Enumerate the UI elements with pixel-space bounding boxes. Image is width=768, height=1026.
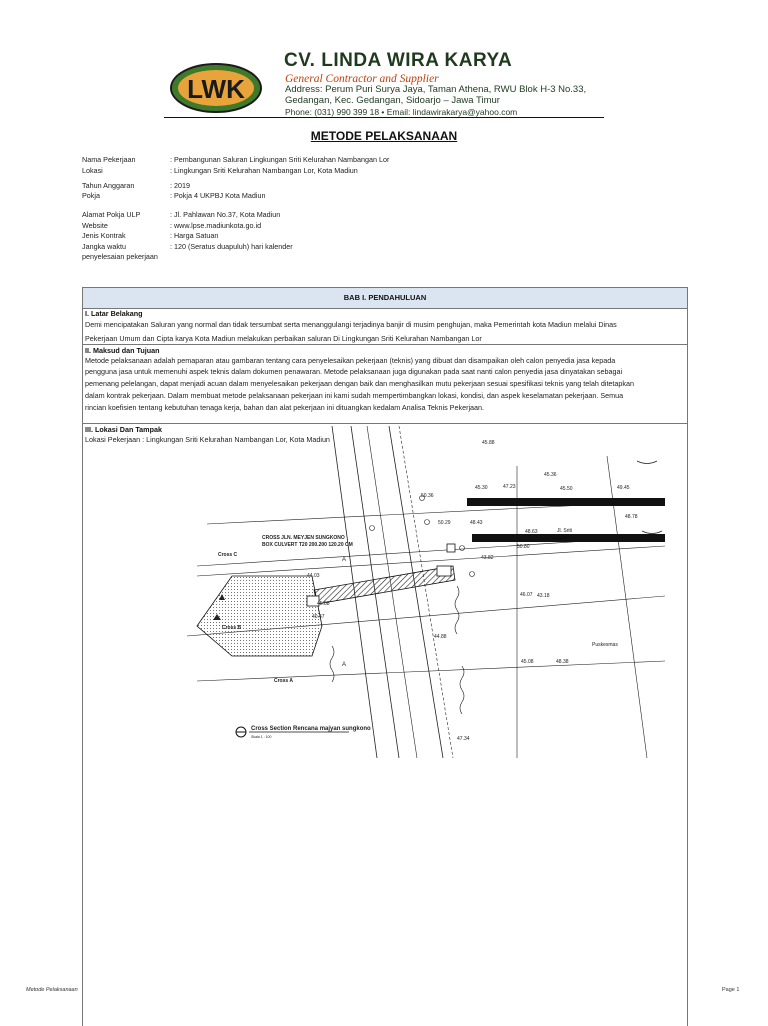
marker-a: A xyxy=(342,557,347,563)
info-label: penyelesaian pekerjaan xyxy=(82,252,158,261)
info-value: : 2019 xyxy=(170,181,190,190)
info-value: : Pokja 4 UKPBJ Kota Madiun xyxy=(170,191,266,200)
elevation-label: 48.43 xyxy=(470,520,483,526)
info-label: Alamat Pokja ULP xyxy=(82,210,141,219)
header-divider xyxy=(164,117,604,118)
bab-table xyxy=(82,287,688,1026)
info-value: : Pembangunan Saluran Lingkungan Sriti Kelurahan Nambangan Lor xyxy=(170,155,390,164)
info-row-lokasi xyxy=(82,166,642,176)
company-logo xyxy=(168,60,264,116)
section-latar-belakang xyxy=(83,308,687,345)
elevation-label: 48.78 xyxy=(625,514,638,520)
section-maksud-tujuan xyxy=(83,345,687,424)
info-row-website xyxy=(82,221,642,231)
section-line: Metode pelaksanaan adalah pemaparan atau gambaran tentang cara penyelesaikan pekerjaan (teknis) yang dibuat dan disampaikan oleh calon penyedia jasa kepada xyxy=(85,356,616,365)
cross-a-label: Cross A xyxy=(274,678,293,684)
info-label: Lokasi xyxy=(82,166,103,175)
section-line: pemenang pelelangan, dapat menjadi acuan dalam menyelesaikan pekerjaan dengan baik dan menghasilkan mutu pekerjaan sesuai spesifikasi teknis yang telah ditetapkan xyxy=(85,379,635,388)
elevation-label: 44.88 xyxy=(434,634,447,640)
info-value: : Jl. Pahlawan No.37, Kota Madiun xyxy=(170,210,281,219)
elevation-label: 48.63 xyxy=(525,529,538,535)
section-line: Demi mencipatakan Saluran yang normal dan tidak tersumbat serta menanggulangi terjadinya banjir di musim penghujan, maka Pemerintah kota Madiun melalui Dinas xyxy=(85,320,617,329)
section-line: dalam kontrak pekerjaan. Dalam membuat metode pelaksanaan pekerjaan ini kami sudah mempertimbangkan lokasi, kondisi, dan aspek keselamatan pekerjaan. Semua xyxy=(85,391,624,400)
elevation-label: 45.36 xyxy=(544,472,557,478)
section-scale: Skala 1 : 100 xyxy=(251,735,272,739)
section-title: III. Lokasi Dan Tampak xyxy=(85,425,162,434)
road-label: Jl. Sriti xyxy=(557,528,572,534)
info-row-jangka-waktu-cont xyxy=(82,252,642,262)
address-line-2: Gedangan, Kec. Gedangan, Sidoarjo – Jawa Timur xyxy=(285,94,500,106)
elevation-label: 45.08 xyxy=(521,659,534,665)
info-label: Tahun Anggaran xyxy=(82,181,135,190)
info-row-pokja xyxy=(82,191,642,201)
bab-header: BAB I. PENDAHULUAN xyxy=(83,288,687,309)
info-row-tahun-anggaran xyxy=(82,181,642,191)
svg-text:LWK: LWK xyxy=(187,74,245,104)
marker-a: A xyxy=(342,662,347,668)
site-plan-drawing xyxy=(137,426,665,758)
company-tagline: General Contractor and Supplier xyxy=(285,73,439,85)
info-row-nama-pekerjaan xyxy=(82,155,642,165)
company-name: CV. LINDA WIRA KARYA xyxy=(284,50,513,71)
info-label: Pokja xyxy=(82,191,100,200)
section-line: rincian koefisien tentang kebutuhan tenaga kerja, bahan dan alat pekerjaan ini dituangkan kedalam Analisa Teknis Pekerjaan. xyxy=(85,403,485,412)
info-value: : Lingkungan Sriti Kelurahan Nambangan Lor, Kota Madiun xyxy=(170,166,358,175)
elevation-label: 46.07 xyxy=(520,592,533,598)
footer-page-number: Page 1 xyxy=(722,987,740,993)
info-row-alamat-pokja xyxy=(82,210,642,220)
elevation-label: 50.80 xyxy=(517,544,530,550)
elevation-label: 50.36 xyxy=(421,493,434,499)
elevation-label: 48.38 xyxy=(556,659,569,665)
puskesmas-label: Puskesmas xyxy=(592,642,618,648)
section-caption: Cross Section Rencana majyan sungkono xyxy=(251,726,371,732)
culvert-label: CROSS JLN. MEYJEN SUNGKONO xyxy=(262,535,345,541)
elevation-label: 43.18 xyxy=(537,593,550,599)
info-row-jangka-waktu xyxy=(82,242,642,252)
elevation-label: 44.03 xyxy=(307,573,320,579)
company-address xyxy=(285,85,605,106)
elevation-label: 47.34 xyxy=(457,736,470,742)
info-label: Jangka waktu xyxy=(82,242,126,251)
document-title: METODE PELAKSANAAN xyxy=(310,129,458,143)
section-line: pengguna jasa untuk memenuhi aspek teknis dalam dokumen penawaran. Metode pelaksanaan juga digunakan pada saat nanti calon penyedia jasa dinyatakan sebagai xyxy=(85,367,623,376)
elevation-label: 45.50 xyxy=(560,486,573,492)
address-line-1: Address: Perum Puri Surya Jaya, Taman Athena, RWU Blok H-3 No.33, xyxy=(285,84,587,95)
footer-document-name: Metode Pelaksanaan xyxy=(26,987,78,993)
info-label: Jenis Kontrak xyxy=(82,231,126,240)
elevation-label: 43.82 xyxy=(481,555,494,561)
info-label: Website xyxy=(82,221,108,230)
culvert-label: BOX CULVERT T20 200.200 120.20 CM xyxy=(262,542,353,548)
elevation-label: 49.45 xyxy=(617,485,630,491)
section-title: II. Maksud dan Tujuan xyxy=(85,346,160,355)
section-line: Lokasi Pekerjaan : Lingkungan Sriti Kelurahan Nambangan Lor, Kota Madiun xyxy=(85,435,330,444)
elevation-label: 40.47 xyxy=(312,614,325,620)
elevation-label: 45.88 xyxy=(317,601,330,607)
elevation-label: 45.88 xyxy=(482,440,495,446)
info-label: Nama Pekerjaan xyxy=(82,155,136,164)
info-value: : 120 (Seratus duapuluh) hari kalender xyxy=(170,242,293,251)
elevation-label: 45.30 xyxy=(475,485,488,491)
company-contact: Phone: (031) 990 399 18 • Email: lindawirakarya@yahoo.com xyxy=(285,107,518,117)
cross-b-label: Cross B xyxy=(222,625,242,631)
cross-c-label: Cross C xyxy=(218,552,238,558)
info-value: : www.lpse.madiunkota.go.id xyxy=(170,221,262,230)
info-row-jenis-kontrak xyxy=(82,231,642,241)
info-value: : Harga Satuan xyxy=(170,231,219,240)
elevation-label: 50.29 xyxy=(438,520,451,526)
section-title: I. Latar Belakang xyxy=(85,309,143,318)
elevation-label: 47.23 xyxy=(503,484,516,490)
section-line: Pekerjaan Umum dan Cipta karya Kota Madiun melakukan perbaikan saluran Di Lingkungan Sriti Kelurahan Nambangan Lor xyxy=(85,334,482,343)
